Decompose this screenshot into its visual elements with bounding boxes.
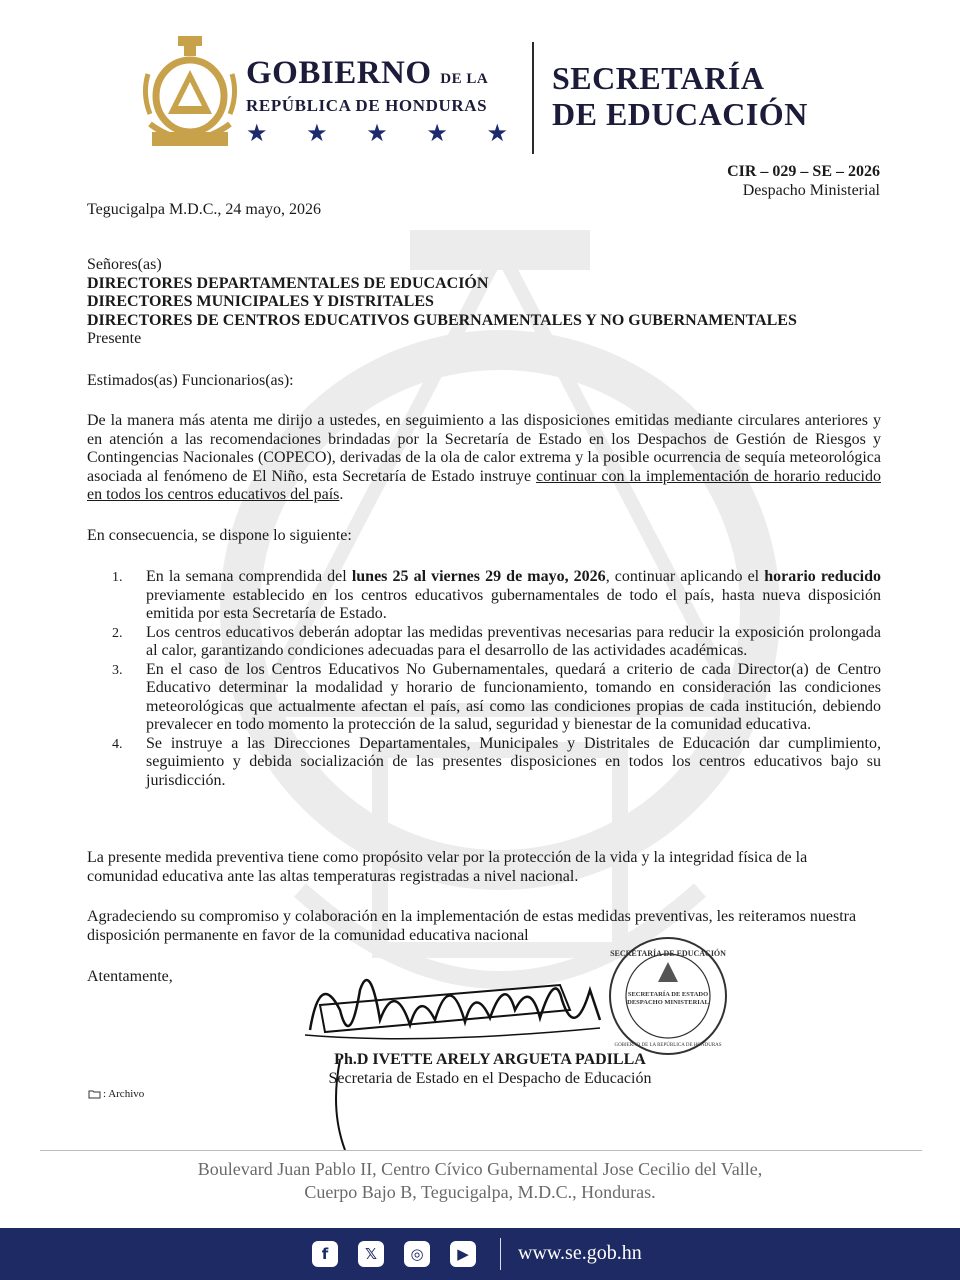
intro-end: . [339, 486, 344, 503]
folder-icon [88, 1089, 101, 1099]
greeting: Señores(as) [87, 256, 162, 273]
list-text: En la semana comprendida del lunes 25 al viernes 29 de mayo, 2026, continuar aplicando el horario reducido previamente establecido en los centros educativos gubernamentales de todo el país, hasta nueva disposición emitida por esta Secretaría de Estado. [146, 568, 882, 622]
date-line: Tegucigalpa M.D.C., 24 mayo, 2026 [87, 201, 321, 218]
list-text: En el caso de los Centros Educativos No Gubernamentales, quedará a criterio de cada Director(a) de Centro Educativo determinar la modalidad y horario de funcionamiento, tomando en consideración las condiciones meteorológicas que actualmente afectan el país, así como las condiciones propias de cada institución, debiendo prevalecer en todo momento la protección de la salud, seguridad y bienestar de la comunidad educativa. [146, 660, 881, 733]
presente: Presente [87, 330, 142, 347]
ministry-name [552, 60, 808, 132]
salutation: Estimados(as) Funcionarios(as): [87, 372, 294, 389]
footer-address [0, 1158, 960, 1204]
ministry-line-1: SECRETARÍA [552, 60, 765, 96]
intro-paragraph [87, 412, 881, 505]
address-line-1: Boulevard Juan Pablo II, Centro Cívico Gubernamental Jose Cecilio del Valle, [197, 1159, 763, 1179]
list-item [112, 624, 881, 661]
circular-reference [727, 162, 880, 200]
website-link[interactable]: www.se.gob.hn [518, 1242, 642, 1264]
letterhead [140, 34, 840, 164]
government-name [246, 56, 516, 146]
closing-paragraph-1: La presente medida preventiva tiene como propósito velar por la protección de la vida y la integridad física de la comunidad educativa ante las altas temperaturas registradas a nivel nacional. [87, 849, 808, 885]
stars-row [246, 122, 508, 146]
gov-subtitle: REPÚBLICA DE HONDURAS [246, 96, 488, 115]
signer-block [300, 1050, 680, 1088]
list-number: 3. [112, 662, 123, 678]
header-divider [532, 42, 534, 154]
gov-title-small: DE LA [440, 71, 489, 87]
social-links [312, 1241, 476, 1267]
footer-bar [0, 1228, 960, 1280]
footer-divider [40, 1150, 922, 1151]
intro-underlined: continuar con la implementación de horario reducido en todos los centros educativos del país [87, 467, 881, 503]
consequence-line: En consecuencia, se dispone lo siguiente: [87, 527, 352, 544]
address-line-2: Cuerpo Bajo B, Tegucigalpa, M.D.C., Honduras. [304, 1182, 656, 1202]
intro-text: De la manera más atenta me dirijo a ustedes, en seguimiento a las disposiciones emitidas mediante circulares anteriores y en atención a las recomendaciones brindadas por la Secretaría de Estado en los Despachos de Gestión de Riesgos y Contingencias Nacionales (COPECO), derivadas de la ola de calor extrema y la posible ocurrencia de sequía meteorológica asociada al fenómeno de El Niño, esta Secretaría de Estado instruye [87, 412, 881, 485]
ministry-line-2: DE EDUCACIÓN [552, 96, 808, 132]
stamp-center-line-1: SECRETARÍA DE ESTADO [627, 991, 709, 998]
list-number: 4. [112, 736, 123, 752]
list-item [112, 661, 881, 735]
gov-title: GOBIERNO [246, 55, 432, 91]
dispositions-list [112, 568, 881, 790]
star-icon: ★ [306, 121, 328, 147]
honduras-coat-of-arms-icon [140, 34, 240, 154]
archive-note [88, 1088, 144, 1100]
stamp-ring-bottom: GOBIERNO DE LA REPÚBLICA DE HONDURAS [614, 1043, 722, 1048]
sign-off: Atentamente, [87, 968, 173, 985]
stamp-ring-top: SECRETARÍA DE EDUCACIÓN [610, 949, 726, 958]
list-number: 1. [112, 570, 123, 585]
star-icon: ★ [426, 121, 448, 147]
signer-name: Ph.D IVETTE ARELY ARGUETA PADILLA [334, 1051, 646, 1068]
instagram-icon[interactable]: ◎ [404, 1241, 430, 1267]
addressee-line-2: DIRECTORES MUNICIPALES Y DISTRITALES [87, 293, 434, 310]
office-name: Despacho Ministerial [742, 182, 880, 199]
facebook-icon[interactable]: f [312, 1241, 338, 1267]
list-number: 2. [112, 625, 123, 641]
list-text: Se instruye a las Direcciones Departamentales, Municipales y Distritales de Educación dar cumplimiento, seguimiento y debida socialización de las presentes disposiciones en todos los centros educativos bajo su jurisdicción. [146, 734, 881, 789]
x-twitter-icon[interactable]: 𝕏 [358, 1241, 384, 1267]
addressee-block [87, 256, 881, 349]
horario-reducido: horario reducido [764, 568, 882, 585]
list-text: Los centros educativos deberán adoptar las medidas preventivas necesarias para reducir la exposición prolongada al calor, garantizando condiciones adecuadas para el desarrollo de las actividades académicas. [146, 623, 881, 659]
youtube-icon[interactable]: ▶ [450, 1241, 476, 1267]
list-item [112, 735, 881, 791]
archive-label: : Archivo [103, 1088, 145, 1100]
star-icon: ★ [366, 121, 388, 147]
footer-bar-divider [500, 1238, 501, 1270]
signer-title: Secretaria de Estado en el Despacho de Educación [328, 1070, 652, 1087]
closing-paragraph-2: Agradeciendo su compromiso y colaboración en la implementación de estas medidas preventivas, les reiteramos nuestra disposición permanente en favor de la comunidad educativa nacional [87, 908, 857, 944]
star-icon: ★ [486, 121, 508, 147]
star-icon: ★ [246, 121, 268, 147]
addressee-line-3: DIRECTORES DE CENTROS EDUCATIVOS GUBERNAMENTALES Y NO GUBERNAMENTALES [87, 311, 797, 329]
stamp-center-line-2: DESPACHO MINISTERIAL [627, 999, 709, 1006]
list-item [112, 568, 881, 624]
circular-code: CIR – 029 – SE – 2026 [727, 163, 880, 180]
addressee-line-1: DIRECTORES DEPARTAMENTALES DE EDUCACIÓN [87, 274, 489, 292]
date-range: lunes 25 al viernes 29 de mayo, 2026 [351, 568, 606, 585]
official-stamp [606, 934, 730, 1058]
